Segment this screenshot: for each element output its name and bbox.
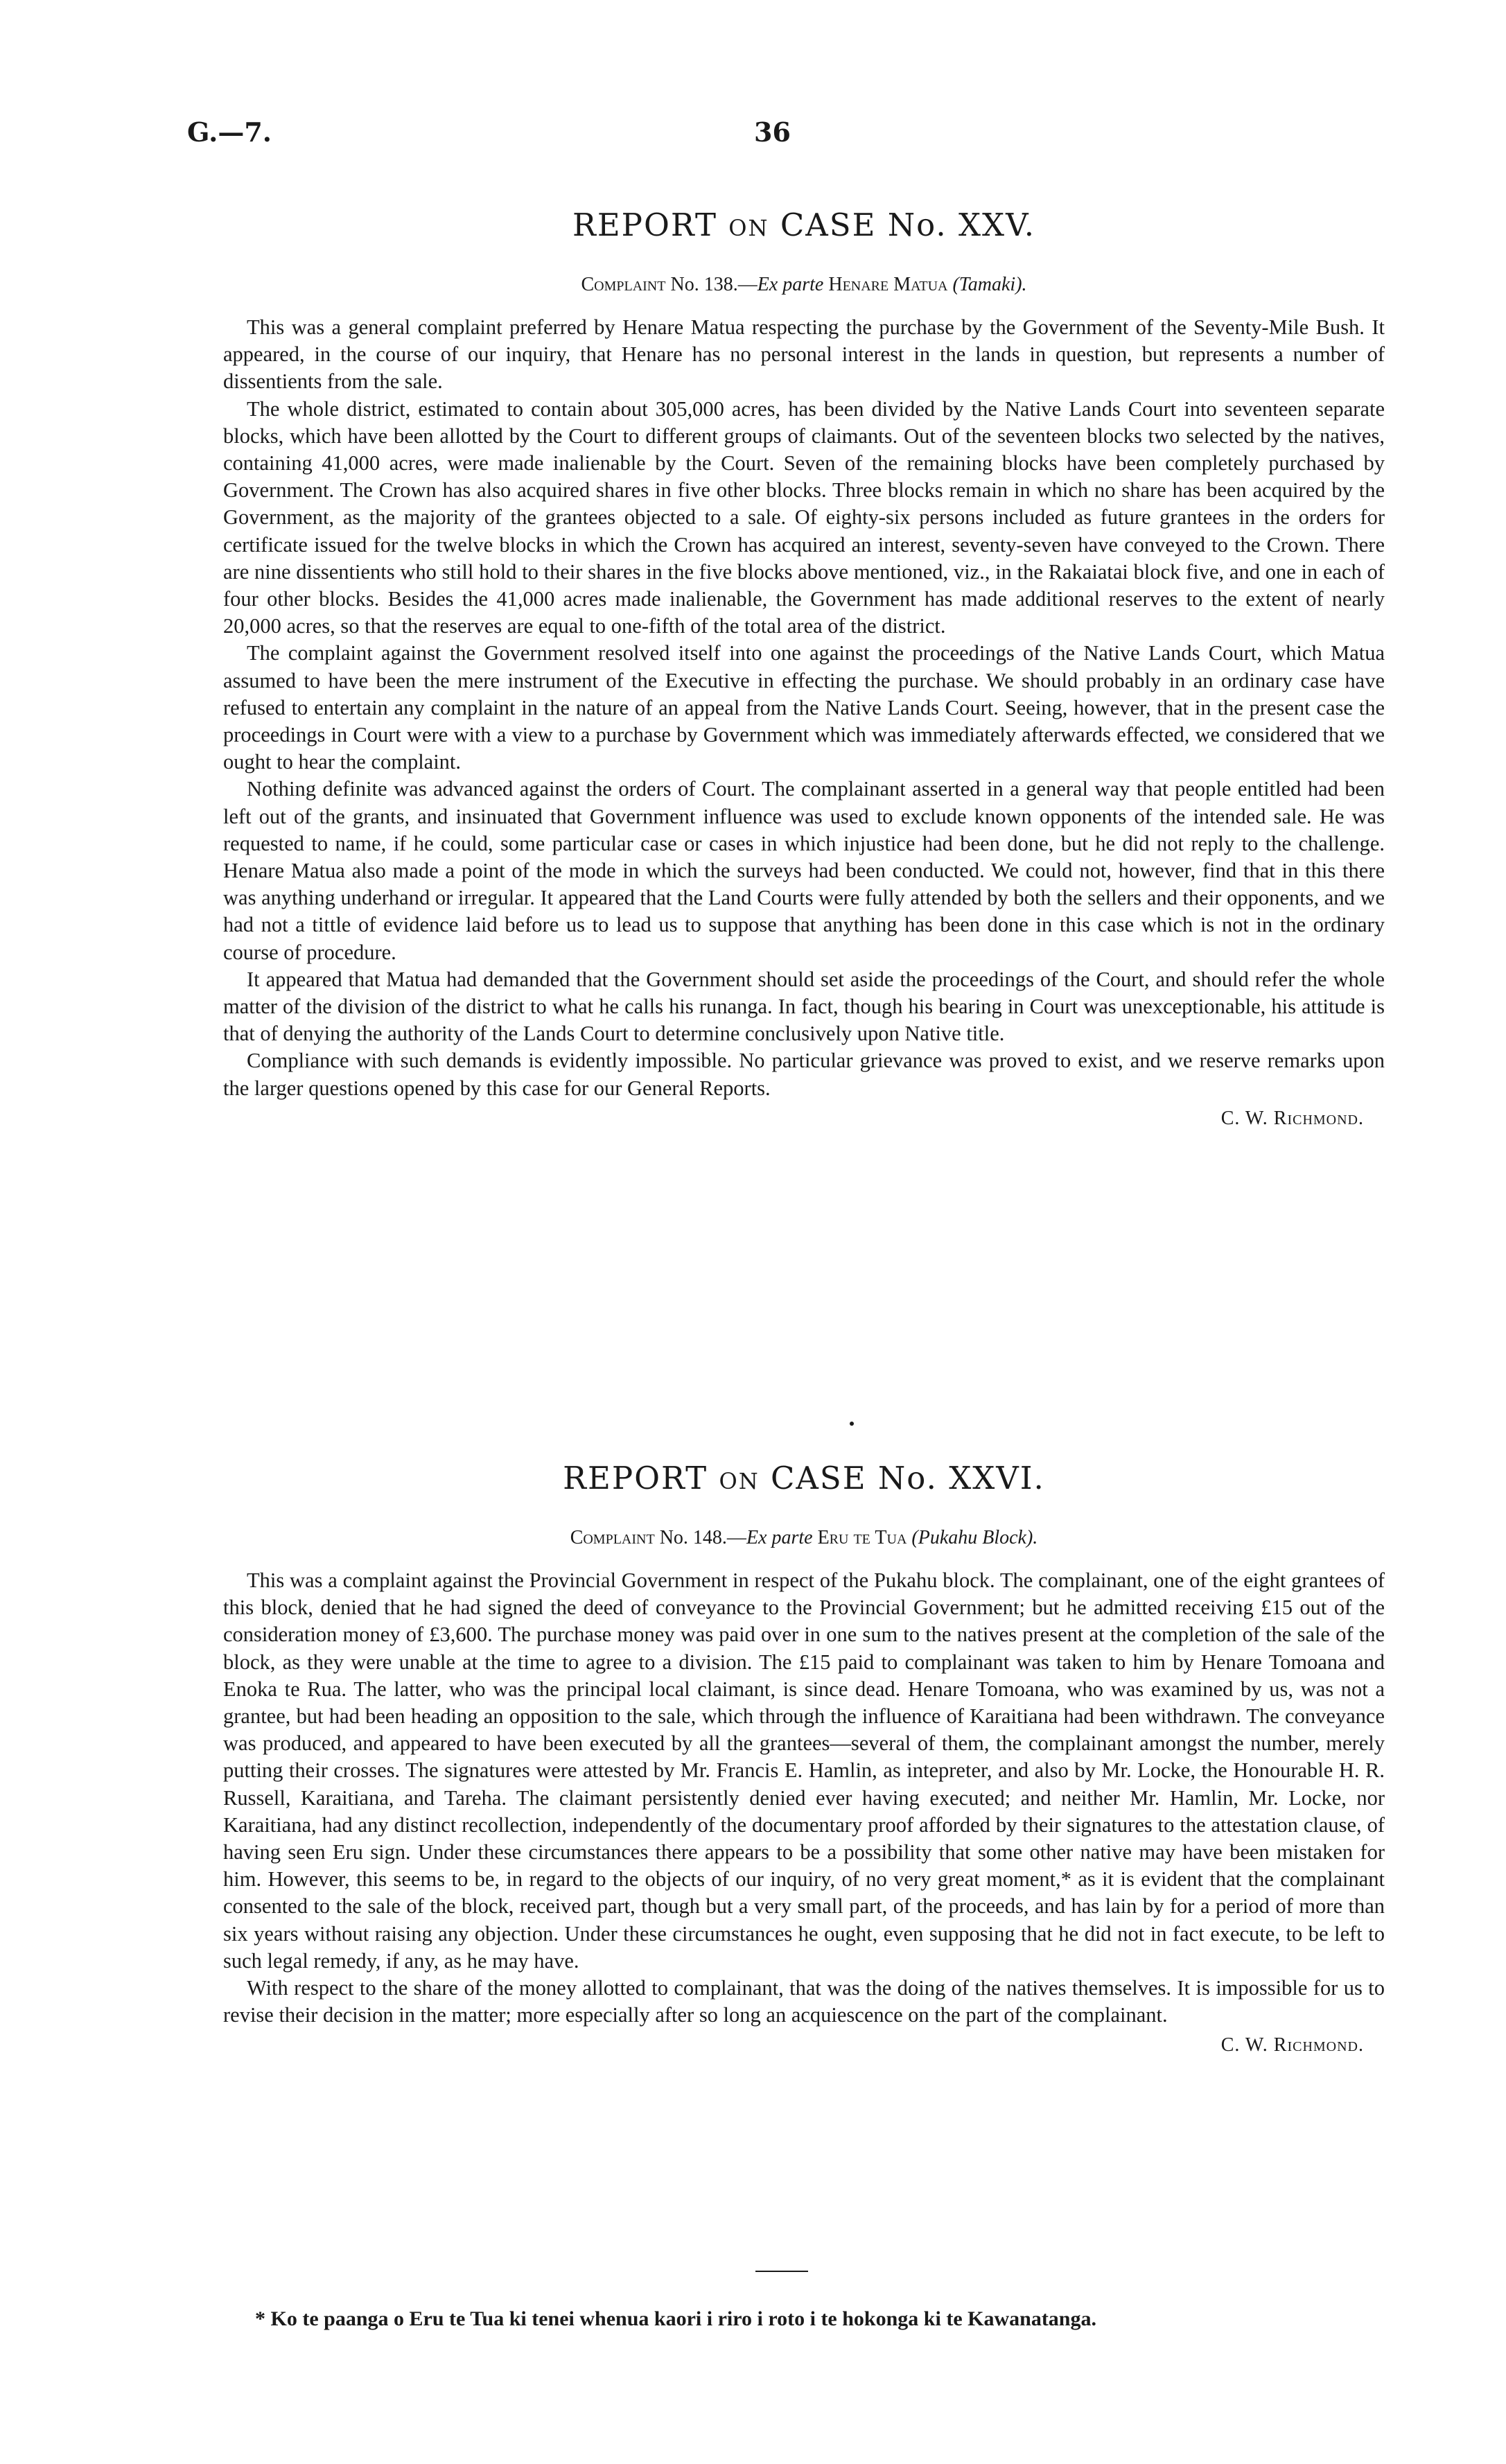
paragraph: Nothing definite was advanced against the orders of Court. The complainant asserted in a general way that people entitled had been left out of the grants, and insinuated that Government influence was used to exclude known opponents of the intended sale. He was requested to name, if he could, some particular case or cases in which injustice had been done, but he did not reply to the challenge. Henare Matua also made a point of the mode in which the surveys had been conducted. We could not, however, find that in this there was anything underhand or irregular. It appeared that the Land Courts were fully attended by both the sellers and their opponents, and we had not a tittle of evidence laid before us to lead us to suppose that anything has been done in this case which is not in the ordinary course of procedure.	[223, 777, 1385, 964]
claimant-name: Henare Matua	[823, 274, 953, 295]
footnote: * Ko te paanga o Eru te Tua ki tenei whenua kaori i riro i roto i te hokonga ki te Kawanatanga.	[255, 2307, 1096, 2330]
complaint-heading	[223, 1527, 1385, 1549]
paragraph: With respect to the share of the money allotted to complainant, that was the doing of the natives themselves. It is impossible for us to revise their decision in the matter; more especially after so long an acquiescence on the part of the complainant.	[223, 1976, 1385, 2027]
report-title	[223, 1460, 1385, 1496]
title-word-report: REPORT	[563, 1460, 708, 1496]
title-word-on: ON	[728, 215, 769, 241]
report-case-26	[223, 1460, 1385, 2056]
paragraph: The complaint against the Government resolved itself into one against the proceedings of the Native Lands Court, which Matua assumed to have been the mere instrument of the Executive in effecting the purchase. We should probably in an ordinary case have refused to entertain any complaint in the nature of an appeal from the Native Lands Court. Seeing, however, that in the present case the proceedings in Court were with a view to a purchase by Government which was immediately afterwards effected, we considered that we ought to hear the complaint.	[223, 641, 1385, 774]
paragraph: It appeared that Matua had demanded that the Government should set aside the proceedings of the Court, and should refer the whole matter of the division of the district to what he calls his runanga. In fact, though his bearing in Court was unexceptionable, his attitude is that of denying the authority of the Lands Court to determine conclusively upon Native title.	[223, 967, 1385, 1046]
page-number: 36	[754, 116, 791, 148]
title-word-report: REPORT	[572, 207, 717, 243]
title-word-on: ON	[719, 1468, 760, 1494]
ex-parte: Ex parte	[746, 1527, 813, 1548]
place-name: (Pukahu Block).	[911, 1527, 1038, 1548]
title-case-number: CASE No. XXVI.	[771, 1460, 1045, 1496]
signature: C. W. Richmond.	[1220, 1107, 1364, 1129]
title-case-number: CASE No. XXV.	[780, 207, 1036, 243]
claimant-name: Eru te Tua	[812, 1527, 912, 1548]
section-divider-dot	[850, 1422, 854, 1426]
running-head	[187, 116, 1365, 158]
footnote-rule	[755, 2271, 808, 2272]
complaint-label: Complaint	[581, 274, 666, 295]
paragraph: Compliance with such demands is evidently impossible. No particular grievance was proved to exist, and we reserve remarks upon the larger questions opened by this case for our General Reports.	[223, 1049, 1385, 1100]
complaint-number: No. 148.—	[654, 1527, 746, 1548]
ex-parte: Ex parte	[757, 274, 824, 295]
paragraph: The whole district, estimated to contain about 305,000 acres, has been divided by the Native Lands Court into seventeen separate blocks, which have been allotted by the Court to different groups of claimants. Out of the seventeen blocks two selected by the natives, containing 41,000 acres, were made inalienable by the Court. Seven of the remaining blocks have been completely purchased by Government. The Crown has also acquired shares in five other blocks. Three blocks remain in which no share has been acquired by the Government, as the majority of the grantees objected to a sale. Of eighty-six persons included as future grantees in the orders for certificate issued for the twelve blocks in which the Crown has acquired an interest, seventy-seven have conveyed to the Crown. There are nine dissentients who still hold to their shares in the five blocks above mentioned, viz., in the Rakaiatai block five, and one in each of four other blocks. Besides the 41,000 acres made inalienable, the Government has made additional reserves to the extent of nearly 20,000 acres, so that the reserves are equal to one-fifth of the total area of the district.	[223, 396, 1385, 638]
report-case-25	[223, 207, 1385, 1130]
paragraph: This was a general complaint preferred by Henare Matua respecting the purchase by the Government of the Seventy-Mile Bush. It appeared, in the course of our inquiry, that Henare has no personal interest in the lands in question, but represents a number of dissentients from the sale.	[223, 315, 1385, 394]
complaint-number: No. 138.—	[665, 274, 758, 295]
complaint-heading	[223, 274, 1385, 296]
complaint-label: Complaint	[570, 1527, 655, 1548]
place-name: (Tamaki).	[952, 274, 1027, 295]
report-title	[223, 207, 1385, 243]
paragraph: This was a complaint against the Provincial Government in respect of the Pukahu block. The complainant, one of the eight grantees of this block, denied that he had signed the deed of conveyance to the Provincial Government; but he admitted receiving £15 out of the consideration money of £3,600. The purchase money was paid over in one sum to the natives present at the completion of the sale of the block, as they were unable at the time to agree to a division. The £15 paid to complainant was taken to him by Henare Tomoana and Enoka te Rua. The latter, who was the principal local claimant, is since dead. Henare Tomoana, who was examined by us, was not a grantee, but had been heading an opposition to the sale, which through the influence of Karaitiana had been withdrawn. The conveyance was produced, and appeared to have been executed by all the grantees—several of them, the complainant amongst the number, merely putting their crosses. The signatures were attested by Mr. Francis E. Hamlin, as intepreter, and also by Mr. Locke, the Honourable H. R. Russell, Karaitiana, and Tareha. The claimant persistently denied ever having executed; and neither Mr. Hamlin, Mr. Locke, nor Karaitiana, had any distinct recollection, independently of the documentary proof afforded by their signatures to the attestation clause, of having seen Eru sign. Under these circumstances there appears to be a possibility that some other native may have been mistaken for him. However, this seems to be, in regard to the objects of our inquiry, of no very great moment,* as it is evident that the complainant consented to the sale of the block, received part, though but a very small part, of the proceeds, and has lain by for a period of more than six years without raising any objection. Under these circumstances he ought, even supposing that he did not in fact execute, to be left to such legal remedy, if any, as he may have.	[223, 1569, 1385, 1973]
document-reference: G.—7.	[187, 116, 272, 148]
signature: C. W. Richmond.	[1220, 2034, 1364, 2056]
